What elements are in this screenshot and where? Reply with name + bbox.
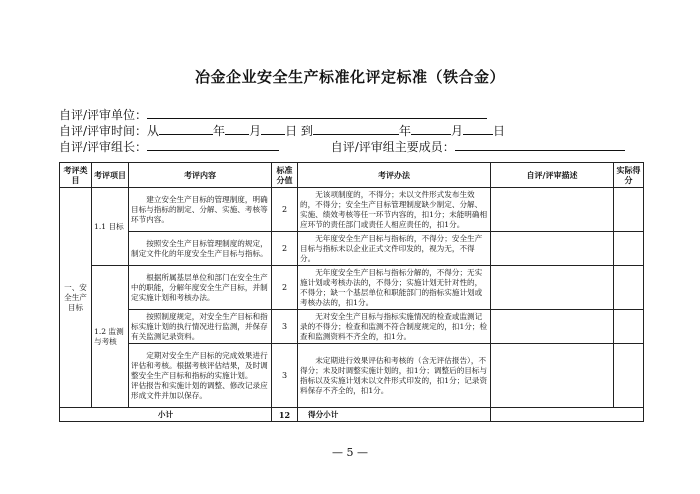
from-day-blank[interactable]	[261, 122, 285, 135]
header-score: 标准分值	[272, 163, 298, 188]
method-cell: 无年度安全生产目标与指标分解的，不得分；无实施计划或考核办法的，不得分；实施计划无针对性的，不得分；缺一个基层单位和职能部门的指标实施计划或考核办法的，扣1分。	[298, 266, 491, 310]
unit-label: 自评/评审单位：	[59, 108, 148, 122]
item-cell: 1.1 目标	[92, 188, 129, 266]
actual-cell[interactable]	[614, 310, 644, 344]
desc-cell[interactable]	[491, 266, 614, 310]
from-month-blank[interactable]	[225, 122, 249, 135]
actual-cell[interactable]	[614, 266, 644, 310]
table-row	[60, 344, 644, 408]
desc-cell[interactable]	[491, 188, 614, 232]
table-row	[60, 188, 644, 232]
desc-cell[interactable]	[491, 310, 614, 344]
day-label: 日	[492, 124, 505, 138]
page-title: 冶金企业安全生产标准化评定标准（铁合金）	[194, 68, 505, 86]
method-cell: 无该项制度的，不得分；未以文件形式发布生效的，不得分；安全生产目标管理制度缺少制定、分解、实施、绩效考核等任一环节内容的，扣1分；未能明确相应环节的责任部门或责任人相应责任的，扣1分。	[298, 188, 491, 232]
header-item: 考评项目	[92, 163, 129, 188]
score-cell: 2	[272, 232, 298, 266]
score-cell: 2	[272, 266, 298, 310]
subtotal-row	[60, 408, 644, 422]
to-month-blank[interactable]	[411, 122, 451, 135]
subtotal-score-label: 得分小计	[298, 408, 491, 422]
members-label: 自评/评审组主要成员：	[330, 140, 455, 154]
category-cell: 一、安全生产目标	[60, 188, 92, 408]
leader-label: 自评/评审组长：	[59, 140, 148, 154]
year-label: 年	[398, 124, 411, 138]
actual-cell[interactable]	[614, 232, 644, 266]
method-cell: 无年度安全生产目标与指标的，不得分；安全生产目标与指标未以企业正式文件印发的，视为无，不得分。	[298, 232, 491, 266]
from-year-blank[interactable]	[159, 122, 213, 135]
header-method: 考评办法	[298, 163, 491, 188]
subtotal-label: 小计	[60, 408, 272, 422]
desc-cell[interactable]	[491, 232, 614, 266]
subtotal-score: 12	[272, 408, 298, 422]
month-label: 月	[450, 124, 463, 138]
unit-line	[59, 106, 487, 123]
time-label: 自评/评审时间：从	[59, 124, 160, 138]
content-cell: 根据所属基层单位和部门在安全生产中的职能，分解年度安全生产目标，并制定实施计划和考核办法。	[129, 266, 272, 310]
evaluation-table	[59, 162, 644, 422]
time-line	[59, 122, 505, 139]
page-number: — 5 —	[332, 446, 368, 459]
header-row	[60, 163, 644, 188]
score-cell: 3	[272, 344, 298, 408]
year-label: 年	[213, 124, 226, 138]
content-cell: 建立安全生产目标的管理制度，明确目标与指标的制定、分解、实施、考核等环节内容。	[129, 188, 272, 232]
header-category: 考评类目	[60, 163, 92, 188]
method-cell: 未定期进行效果评估和考核的（含无评估报告），不得分；未及时调整实施计划的，扣1分；调整后的目标与指标以及实施计划未以文件形式印发的，扣1分；记录资料保存不齐全的，扣1分。	[298, 344, 491, 408]
content-cell: 按照制度规定，对安全生产目标和指标实施计划的执行情况进行监测，并保存有关监测记录资料。	[129, 310, 272, 344]
method-cell: 无对安全生产目标与指标实施情况的检查或监测记录的不得分；检查和监测不符合制度规定的，扣1分；检查和监测资料不齐全的，扣1分。	[298, 310, 491, 344]
to-year-blank[interactable]	[313, 122, 399, 135]
actual-cell[interactable]	[614, 344, 644, 408]
header-actual: 实际得分	[614, 163, 644, 188]
members-blank[interactable]	[455, 138, 625, 151]
score-cell: 2	[272, 188, 298, 232]
content-cell: 按照安全生产目标管理制度的规定，制定文件化的年度安全生产目标与指标。	[129, 232, 272, 266]
month-label: 月	[249, 124, 262, 138]
to-day-blank[interactable]	[463, 122, 493, 135]
desc-cell[interactable]	[491, 344, 614, 408]
table-row	[60, 310, 644, 344]
to-label: 到	[300, 124, 313, 138]
table-row	[60, 266, 644, 310]
actual-cell[interactable]	[614, 188, 644, 232]
content-cell: 定期对安全生产目标的完成效果进行评估和考核。根据考核评估结果，及时调整安全生产目标和指标的实施计划。 评估报告和实施计划的调整、修改记录应形成文件并加以保存。	[129, 344, 272, 408]
header-desc: 自评/评审描述	[491, 163, 614, 188]
header-content: 考评内容	[129, 163, 272, 188]
table-row	[60, 232, 644, 266]
day-label: 日	[285, 124, 298, 138]
unit-blank[interactable]	[147, 106, 487, 119]
leader-blank[interactable]	[147, 138, 279, 151]
score-cell: 3	[272, 310, 298, 344]
item-cell: 1.2 监测与考核	[92, 266, 129, 408]
subtotal-actual[interactable]	[491, 408, 644, 422]
leader-line	[59, 138, 625, 155]
